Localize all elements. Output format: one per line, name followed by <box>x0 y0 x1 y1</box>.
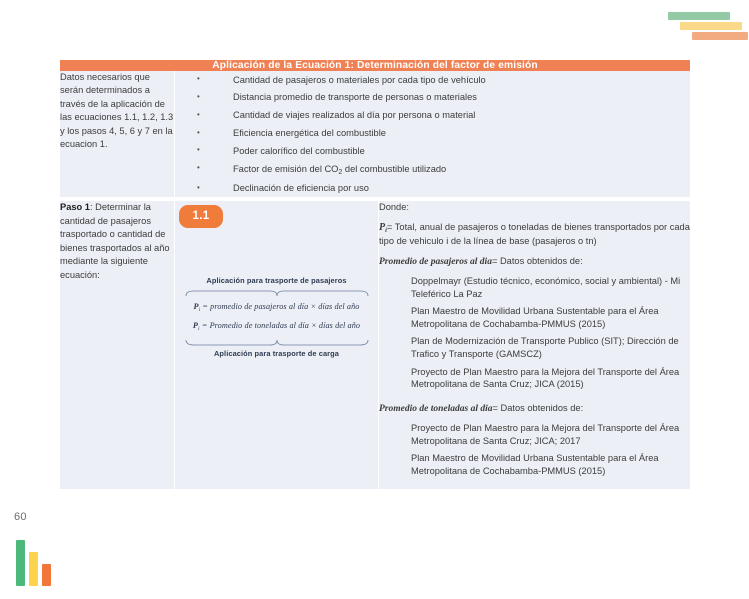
row1-bullets-cell <box>174 71 690 197</box>
passengers-average-intro: = Datos obtenidos de: <box>491 255 583 266</box>
list-item-co2 <box>175 160 690 180</box>
co2-bullet-suffix: del combustible utilizado <box>342 163 447 174</box>
equation-block <box>175 274 378 360</box>
where-title: Donde: <box>379 202 409 213</box>
decor-bar-orange <box>692 32 748 40</box>
decor-bar-yellow <box>680 22 742 30</box>
equation-application-table <box>60 60 690 489</box>
step-number-label: Paso 1 <box>60 202 90 213</box>
step-description: : Determinar la cantidad de pasajeros trasportado o cantidad de bienes trasportados al año mediante la siguiente ecuación: <box>60 202 170 280</box>
table-row <box>60 71 690 197</box>
pi-definition-text: = Total, anual de pasajeros o toneladas de bienes transportados por cada tipo de vehiculo i de la línea de base (pasajeros o tn) <box>379 221 690 247</box>
tons-sources-list <box>379 422 690 482</box>
passengers-average-term: Promedio de pasajeros al dia <box>379 256 492 267</box>
pi-definition <box>379 221 690 249</box>
data-requirements-list <box>175 71 690 197</box>
row2-step-label-cell <box>60 201 174 488</box>
decor-vbar-yellow <box>29 552 38 586</box>
row2-where-cell <box>378 201 690 488</box>
corner-decoration-bottom-left <box>16 538 60 586</box>
row2-equation-cell <box>174 201 378 488</box>
equation-variable-p: P <box>193 301 199 311</box>
equation-caption-top: Aplicación para trasporte de pasajeros <box>206 276 347 286</box>
passengers-average-heading <box>379 255 690 269</box>
corner-decoration-top-right <box>668 12 748 42</box>
decor-vbar-green <box>16 540 25 586</box>
passengers-sources-list <box>379 275 690 396</box>
tons-average-term: Promedio de toneladas al dia <box>379 403 493 414</box>
list-item: Doppelmayr (Estudio técnico, económico, social y ambiental) - Mi Teleférico La Paz <box>411 276 681 299</box>
list-item: • Poder calorífico del combustible <box>175 142 690 160</box>
equation-number-badge: 1.1 <box>179 205 223 228</box>
list-item: Plan Maestro de Movilidad Urbana Sustentable para el Área Metropolitana de Cochabamba-PMMUS (2015) <box>411 306 659 329</box>
list-item: • Distancia promedio de transporte de personas o materiales <box>175 89 690 107</box>
table-row <box>60 201 690 488</box>
equation-brace-top <box>184 290 370 297</box>
equation-caption-bottom: Aplicación para trasporte de carga <box>214 348 339 358</box>
list-item: Proyecto de Plan Maestro para la Mejora del Transporte del Área Metropolitana de Santa Cruz; JICA (2015) <box>411 366 680 390</box>
list-item: Proyecto de Plan Maestro para la Mejora del Transporte del Área Metropolitana de Santa Cruz; JICA; 2017 <box>411 423 680 446</box>
decor-vbar-orange <box>42 564 51 586</box>
tons-average-intro: = Datos obtenidos de: <box>492 402 584 413</box>
equation-brace-bottom <box>184 339 370 346</box>
table-title: Aplicación de la Ecuación 1: Determinación del factor de emisión <box>60 60 690 71</box>
list-item: • Declinación de eficiencia por uso <box>175 180 690 198</box>
row1-label-cell: Datos necesarios que serán determinados a través de la aplicación de las ecuaciones 1.1, 1.2, 1.3 y los pasos 4, 5, 6 y 7 en la ecuacion 1. <box>60 71 174 197</box>
equation-line-tons <box>175 317 378 336</box>
list-item: Plan de Modernización de Transporte Publico (SIT); Dirección de Trafico y Transporte (GAMSCZ) <box>411 336 679 360</box>
list-item: • Cantidad de pasajeros o materiales por cada tipo de vehículo <box>175 71 690 89</box>
co2-bullet-prefix: Factor de emisión del CO <box>233 163 339 174</box>
equation-variable-p: P <box>192 321 198 331</box>
page-number: 60 <box>14 511 27 523</box>
equation-subscript-i: i <box>198 326 200 333</box>
variable-p-subscript: i <box>385 226 387 234</box>
equation-line-passengers <box>175 298 378 317</box>
decor-bar-green <box>668 12 730 20</box>
table-header-row <box>60 60 690 71</box>
list-item: • Eficiencia energética del combustible <box>175 124 690 142</box>
co2-subscript: 2 <box>338 168 343 176</box>
equation-subscript-i: i <box>198 306 201 313</box>
equation-line-tons-text: = Promedio de toneladas al día × días del año <box>201 321 361 331</box>
variable-p: P <box>379 221 386 233</box>
list-item: • Cantidad de viajes realizados al día por persona o material <box>175 107 690 125</box>
equation-line-passengers-text: = promedio de pasajeros al día × días del año <box>202 301 360 311</box>
list-item: Plan Maestro de Movilidad Urbana Sustentable para el Área Metropolitana de Cochabamba-PMMUS (2015) <box>411 453 659 477</box>
tons-average-heading <box>379 402 690 416</box>
